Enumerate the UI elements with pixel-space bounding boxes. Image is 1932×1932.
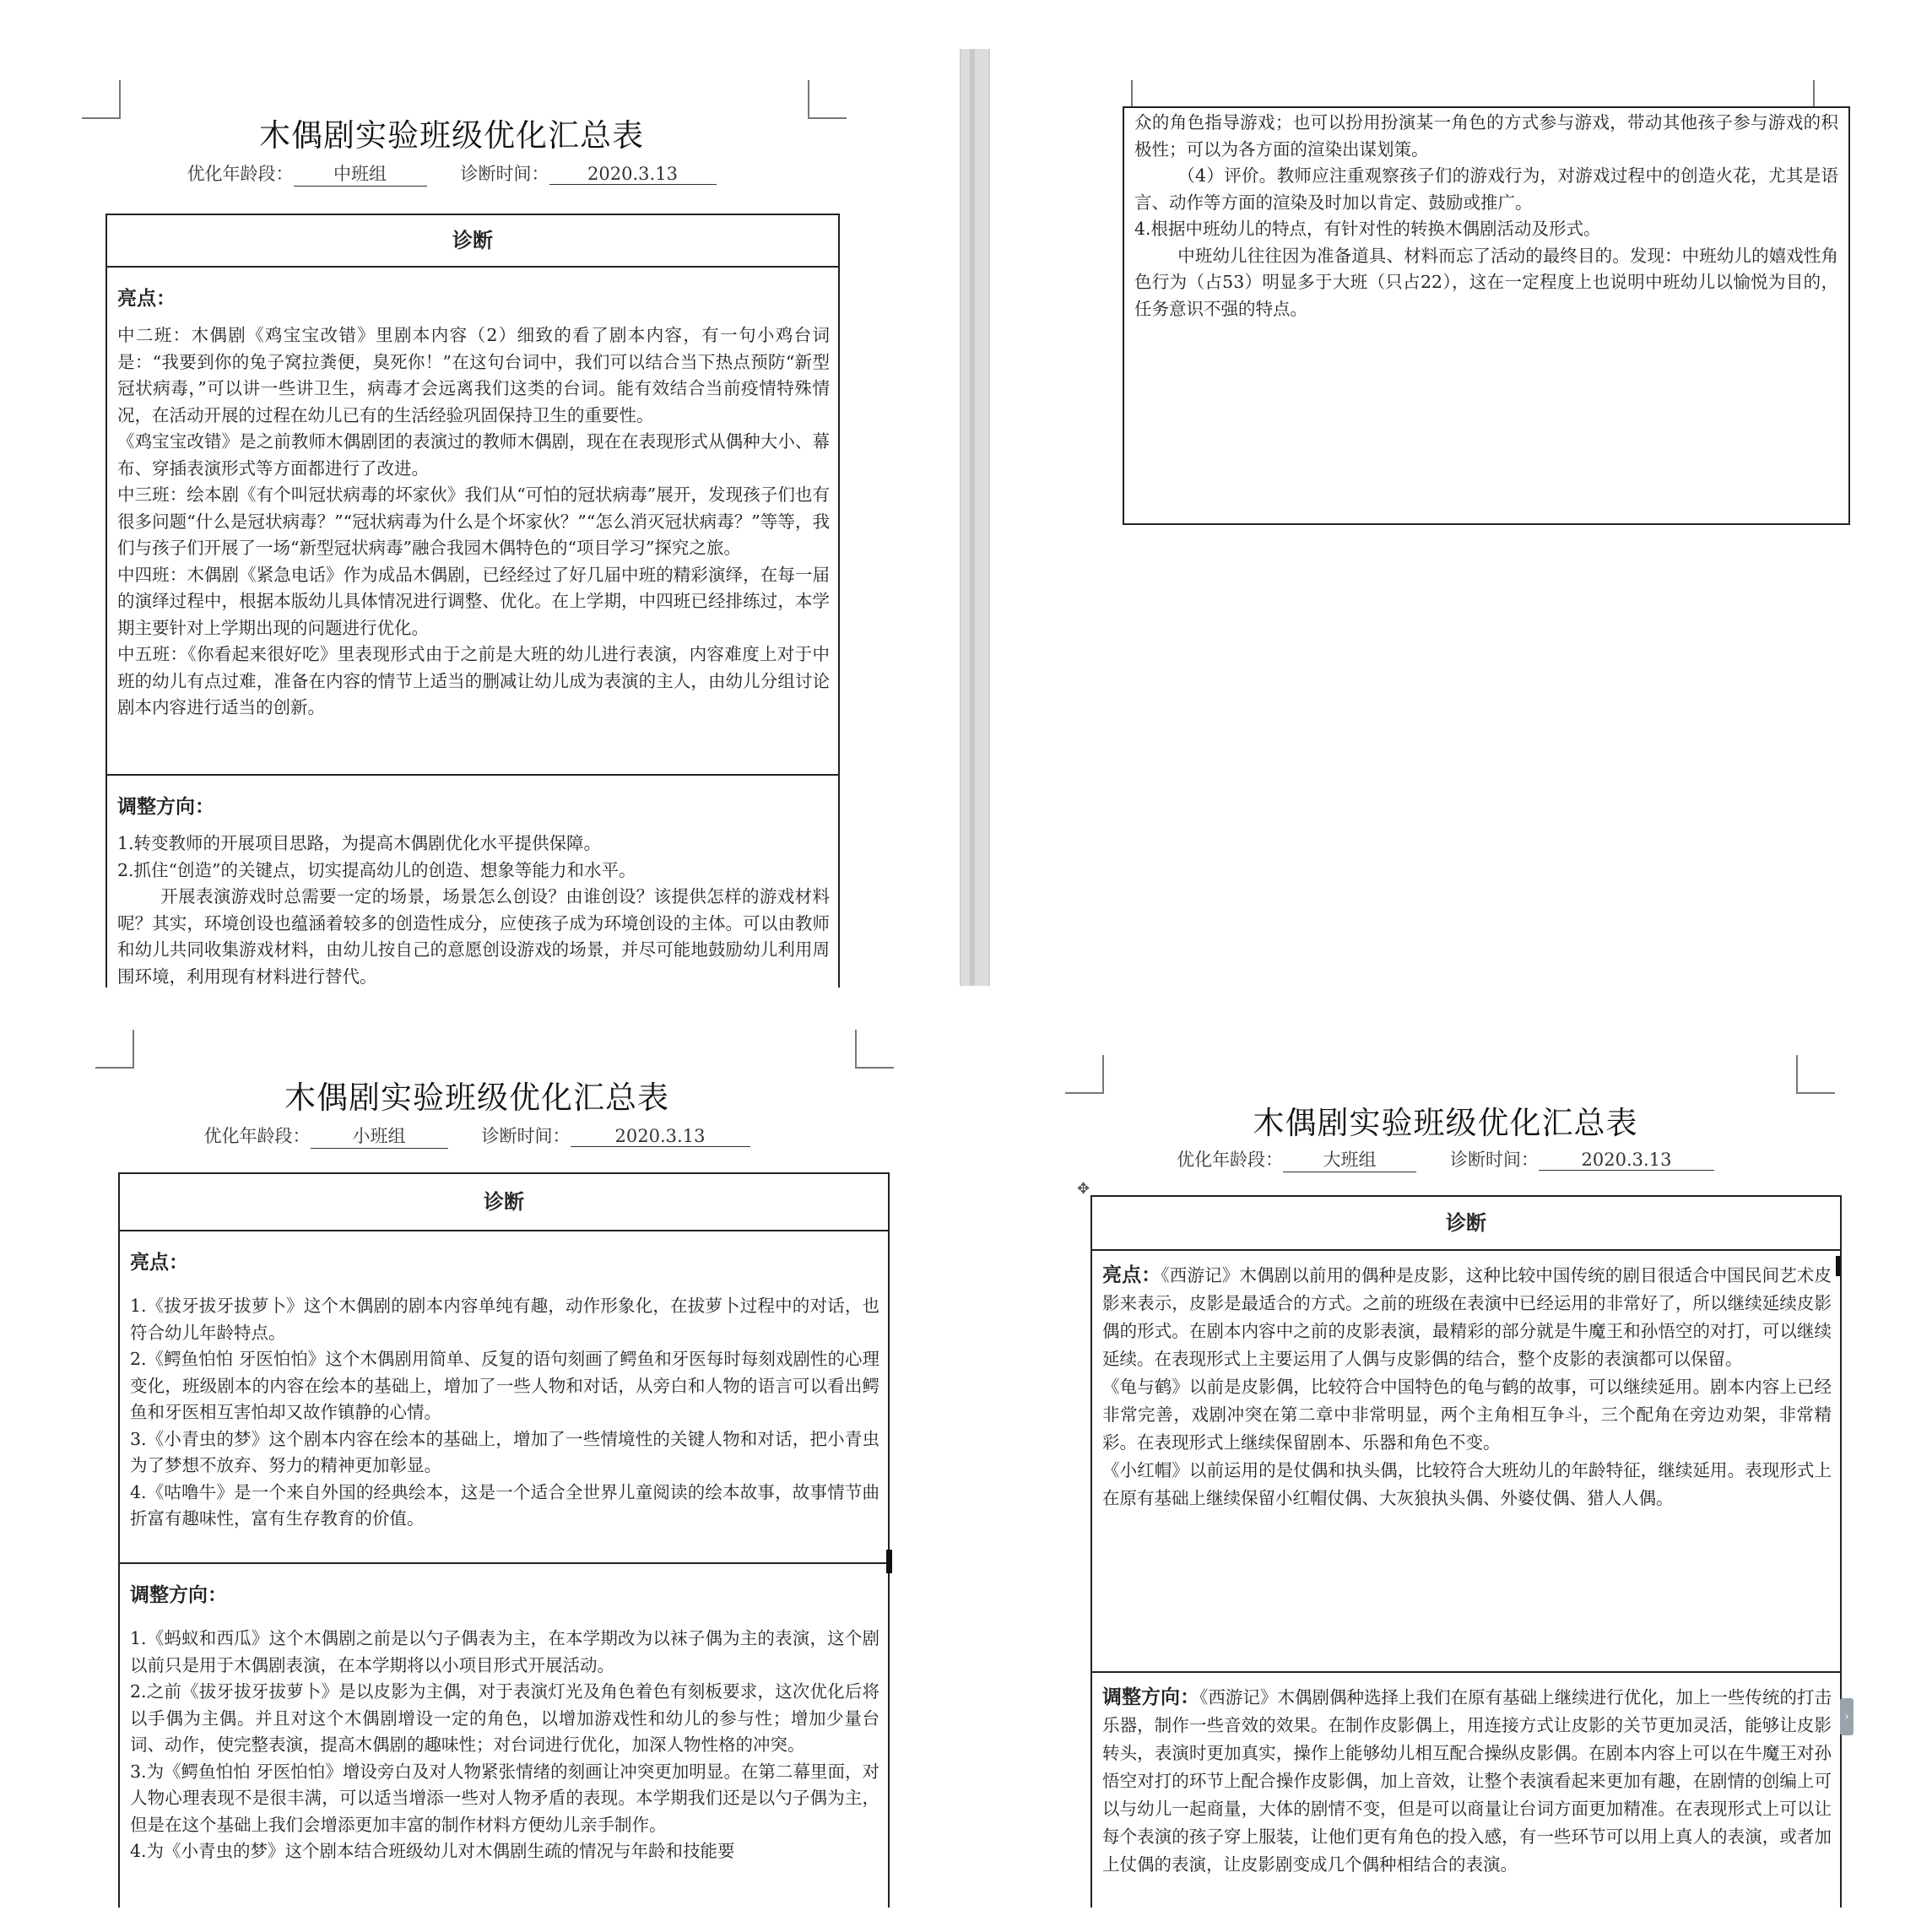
page-corner-mark bbox=[855, 1030, 894, 1069]
move-cross-icon[interactable]: ✥ bbox=[1077, 1180, 1090, 1198]
table-header: 诊断 bbox=[1092, 1197, 1840, 1251]
page-4-large-class bbox=[1055, 1047, 1908, 1908]
table-header: 诊断 bbox=[107, 215, 838, 268]
adjust-paragraph: 2.之前《拔牙拔牙拔萝卜》是以皮影为主偶，对于表演灯光及角色着色有刻板要求，这次优化后将以手偶为主偶。并且对这个木偶剧增设一定的角色，以增加游戏性和幼儿的参与性；增加少量台词、动作，使完整表演，提高木偶剧的趣味性；对台词进行优化，加深人物性格的冲突。 bbox=[130, 1681, 879, 1755]
age-value: 小班组 bbox=[311, 1123, 448, 1149]
adjust-heading: 调整方向： bbox=[130, 1583, 227, 1606]
continuation-paragraph: 众的角色指导游戏；也可以扮用扮演某一角色的方式参与游戏，带动其他孩子参与游戏的积极性；可以为各方面的渲染出谋划策。 bbox=[1134, 112, 1838, 160]
adjust-paragraph: 1.转变教师的开展项目思路，为提高木偶剧优化水平提供保障。 bbox=[117, 833, 602, 853]
age-value: 中班组 bbox=[294, 160, 427, 187]
meta-line bbox=[93, 1123, 861, 1149]
highlight-paragraph: 《龟与鹤》以前是皮影偶，比较符合中国特色的龟与鹤的故事，可以继续延用。剧本内容上已经非常完善，戏剧冲突在第二章中非常明显，两个主角相互争斗，三个配角在旁边劝架，非常精彩。在表现形式上继续保留剧本、乐器和角色不变。 bbox=[1102, 1377, 1832, 1453]
adjust-paragraph: 2.抓住“创造”的关键点，切实提高幼儿的创造、想象等能力和水平。 bbox=[117, 859, 636, 880]
page-divider bbox=[960, 49, 990, 986]
table-resize-handle[interactable] bbox=[1836, 1256, 1840, 1276]
time-label: 诊断时间： bbox=[460, 164, 549, 184]
page-title: 木偶剧实验班级优化汇总表 bbox=[259, 117, 644, 154]
highlight-paragraph: 《鸡宝宝改错》是之前教师木偶剧团的表演过的教师木偶剧，现在在表现形式从偶种大小、幕布、穿插表演形式等方面都进行了改进。 bbox=[117, 431, 830, 479]
highlight-paragraph: 中三班：绘本剧《有个叫冠状病毒的坏家伙》我们从“可怕的冠状病毒”展开，发现孩子们也有很多问题“什么是冠状病毒？”“冠状病毒为什么是个坏家伙？”“怎么消灭冠状病毒？”等等，我们与孩子们开展了一场“新型冠状病毒”融合我园木偶特色的“项目学习”探究之旅。 bbox=[117, 484, 830, 558]
highlight-paragraph: 1.《拔牙拔牙拔萝卜》这个木偶剧的剧本内容单纯有趣，动作形象化，在拔萝卜过程中的对话，也符合幼儿年龄特点。 bbox=[130, 1296, 879, 1343]
highlights-heading: 亮点： bbox=[1102, 1264, 1161, 1286]
table-header: 诊断 bbox=[120, 1174, 888, 1231]
adjust-paragraph: 1.《蚂蚁和西瓜》这个木偶剧之前是以勺子偶表为主，在本学期改为以袜子偶为主的表演，这个剧以前只是用于木偶剧表演，在本学期将以小项目形式开展活动。 bbox=[130, 1628, 879, 1675]
adjust-paragraph: 3.为《鳄鱼怕怕 牙医怕怕》增设旁白及对人物紧张情绪的刻画让冲突更加明显。在第二幕里面，对人物心理表现不是很丰满，可以适当增添一些对人物矛盾的表现。本学期我们还是以勺子偶为主，但是在这个基础上我们会增添更加丰富的制作材料方便幼儿亲手制作。 bbox=[130, 1761, 879, 1835]
diagnosis-table bbox=[106, 214, 840, 988]
table-resize-handle[interactable] bbox=[886, 1550, 892, 1573]
highlights-section bbox=[120, 1231, 888, 1562]
continuation-paragraph: 中班幼儿往往因为准备道具、材料而忘了活动的最终目的。发现：中班幼儿的嬉戏性角色行为（占53）明显多于大班（只占22），这在一定程度上也说明中班幼儿以愉悦为目的，任务意识不强的特点。 bbox=[1134, 245, 1838, 319]
highlight-paragraph: 4.《咕噜牛》是一个来自外国的经典绘本，这是一个适合全世界儿童阅读的绘本故事，故事情节曲折富有趣味性，富有生存教育的价值。 bbox=[130, 1481, 879, 1529]
page-title: 木偶剧实验班级优化汇总表 bbox=[284, 1080, 669, 1116]
adjust-heading: 调整方向： bbox=[117, 795, 214, 818]
meta-line bbox=[80, 160, 823, 187]
adjust-section bbox=[107, 774, 838, 988]
highlights-section bbox=[107, 268, 838, 774]
page-3-small-class bbox=[93, 1013, 945, 1908]
adjust-heading: 调整方向： bbox=[1102, 1686, 1200, 1708]
highlight-paragraph: 2.《鳄鱼怕怕 牙医怕怕》这个木偶剧用简单、反复的语句刻画了鳄鱼和牙医每时每刻戏剧性的心理变化，班级剧本的内容在绘本的基础上，增加了一些人物和对话，从旁白和人物的语言可以看出鳄鱼和牙医相互害怕却又故作镇静的心情。 bbox=[130, 1349, 879, 1422]
time-value: 2020.3.13 bbox=[1539, 1150, 1714, 1171]
scroll-tab-icon[interactable]: › bbox=[1840, 1698, 1854, 1735]
highlight-paragraph: 3.《小青虫的梦》这个剧本内容在绘本的基础上，增加了一些情境性的关键人物和对话，把小青虫为了梦想不放弃、努力的精神更加彰显。 bbox=[130, 1428, 879, 1475]
age-value: 大班组 bbox=[1283, 1146, 1416, 1172]
diagnosis-table bbox=[1090, 1195, 1842, 1908]
highlights-section bbox=[1092, 1251, 1840, 1671]
page-corner-mark bbox=[1796, 1055, 1835, 1094]
highlights-heading: 亮点： bbox=[117, 287, 176, 310]
adjust-section bbox=[120, 1562, 888, 1865]
diagnosis-table bbox=[118, 1172, 890, 1908]
adjust-first-text: 《西游记》木偶剧偶种选择上我们在原有基础上继续进行优化，加上一些传统的打击乐器，制作一些音效的效果。在制作皮影偶上，用连接方式让皮影的关节更加灵活，能够让皮影转头，表演时更加真实，操作上能够幼儿相互配合操纵皮影偶。在剧本内容上可以在牛魔王对孙悟空对打的环节上配合操作皮影偶，加上音效，让整个表演看起来更加有趣，在剧情的创编上可以与幼儿一起商量，大体的剧情不变，但是可以商量让台词方面更加精准。在表现形式上可以让每个表演的孩子穿上服装，让他们更有角色的投入感，有一些环节可以用上真人的表演，或者加上仗偶的表演，让皮影剧变成几个偶种相结合的表演。 bbox=[1102, 1687, 1832, 1875]
highlight-first-text: 《西游记》木偶剧以前用的偶种是皮影，这种比较中国传统的剧目很适合中国民间艺术皮影来表示，皮影是最适合的方式。之前的班级在表演中已经运用的非常好了，所以继续延续皮影偶的形式。在剧本内容中之前的皮影表演，最精彩的部分就是牛魔王和孙悟空的对打，可以继续延续。在表现形式上主要运用了人偶与皮影偶的结合，整个皮影的表演都可以保留。 bbox=[1102, 1265, 1832, 1369]
page-corner-mark bbox=[1065, 1055, 1104, 1094]
highlights-heading: 亮点： bbox=[130, 1251, 188, 1274]
meta-line bbox=[1055, 1146, 1836, 1172]
age-label: 优化年龄段： bbox=[1177, 1150, 1283, 1170]
continuation-paragraph: （4）评价。教师应注重观察孩子们的游戏行为，对游戏过程中的创造火花，尤其是语言、动作等方面的渲染及时加以肯定、鼓励或推广。 bbox=[1134, 165, 1838, 213]
highlight-paragraph: 中二班：木偶剧《鸡宝宝改错》里剧本内容（2）细致的看了剧本内容，有一句小鸡台词是：“我要到你的兔子窝拉粪便，臭死你！”在这句台词中，我们可以结合当下热点预防“新型冠状病毒，”可以讲一些讲卫生，病毒才会远离我们这类的台词。能有效结合当前疫情特殊情况，在活动开展的过程在幼儿已有的生活经验巩固保持卫生的重要性。 bbox=[117, 325, 830, 425]
highlight-paragraph: 中五班：《你看起来很好吃》里表现形式由于之前是大班的幼儿进行表演，内容难度上对于中班的幼儿有点过难，准备在内容的情节上适当的删减让幼儿成为表演的主人，由幼儿分组讨论剧本内容进行适当的创新。 bbox=[117, 644, 830, 717]
age-label: 优化年龄段： bbox=[203, 1126, 311, 1146]
adjust-paragraph bbox=[1102, 1683, 1832, 1879]
continuation-paragraph: 4.根据中班幼儿的特点，有针对性的转换木偶剧活动及形式。 bbox=[1134, 219, 1601, 239]
highlight-paragraph bbox=[1102, 1261, 1832, 1373]
time-value: 2020.3.13 bbox=[571, 1126, 750, 1147]
highlight-paragraph: 《小红帽》以前运用的是仗偶和执头偶，比较符合大班幼儿的年龄特征，继续延用。表现形式上在原有基础上继续保留小红帽仗偶、大灰狼执头偶、外婆仗偶、猎人人偶。 bbox=[1102, 1460, 1832, 1508]
continuation-table bbox=[1123, 106, 1850, 525]
time-label: 诊断时间： bbox=[1450, 1150, 1539, 1170]
page-corner-mark bbox=[95, 1030, 134, 1069]
page-2-continuation bbox=[1089, 51, 1882, 988]
adjust-section bbox=[1092, 1671, 1840, 1879]
page-title: 木偶剧实验班级优化汇总表 bbox=[1253, 1105, 1638, 1141]
adjust-paragraph: 开展表演游戏时总需要一定的场景，场景怎么创设？由谁创设？该提供怎样的游戏材料呢？其实，环境创设也蕴涵着较多的创造性成分，应使孩子成为环境创设的主体。可以由教师和幼儿共同收集游戏材料，由幼儿按自己的意愿创设游戏的场景，并尽可能地鼓励幼儿利用周围环境，利用现有材料进行替代。 bbox=[117, 886, 830, 987]
highlight-paragraph: 中四班：木偶剧《紧急电话》作为成品木偶剧，已经经过了好几届中班的精彩演绎，在每一届的演绎过程中，根据本版幼儿具体情况进行调整、优化。在上学期，中四班已经排练过，本学期主要针对上学期出现的问题进行优化。 bbox=[117, 564, 830, 638]
adjust-paragraph: 4.为《小青虫的梦》这个剧本结合班级幼儿对木偶剧生疏的情况与年龄和技能要 bbox=[130, 1841, 735, 1861]
time-value: 2020.3.13 bbox=[549, 164, 717, 185]
age-label: 优化年龄段： bbox=[187, 164, 294, 184]
page-1-middle-class bbox=[80, 51, 958, 988]
time-label: 诊断时间： bbox=[481, 1126, 571, 1146]
